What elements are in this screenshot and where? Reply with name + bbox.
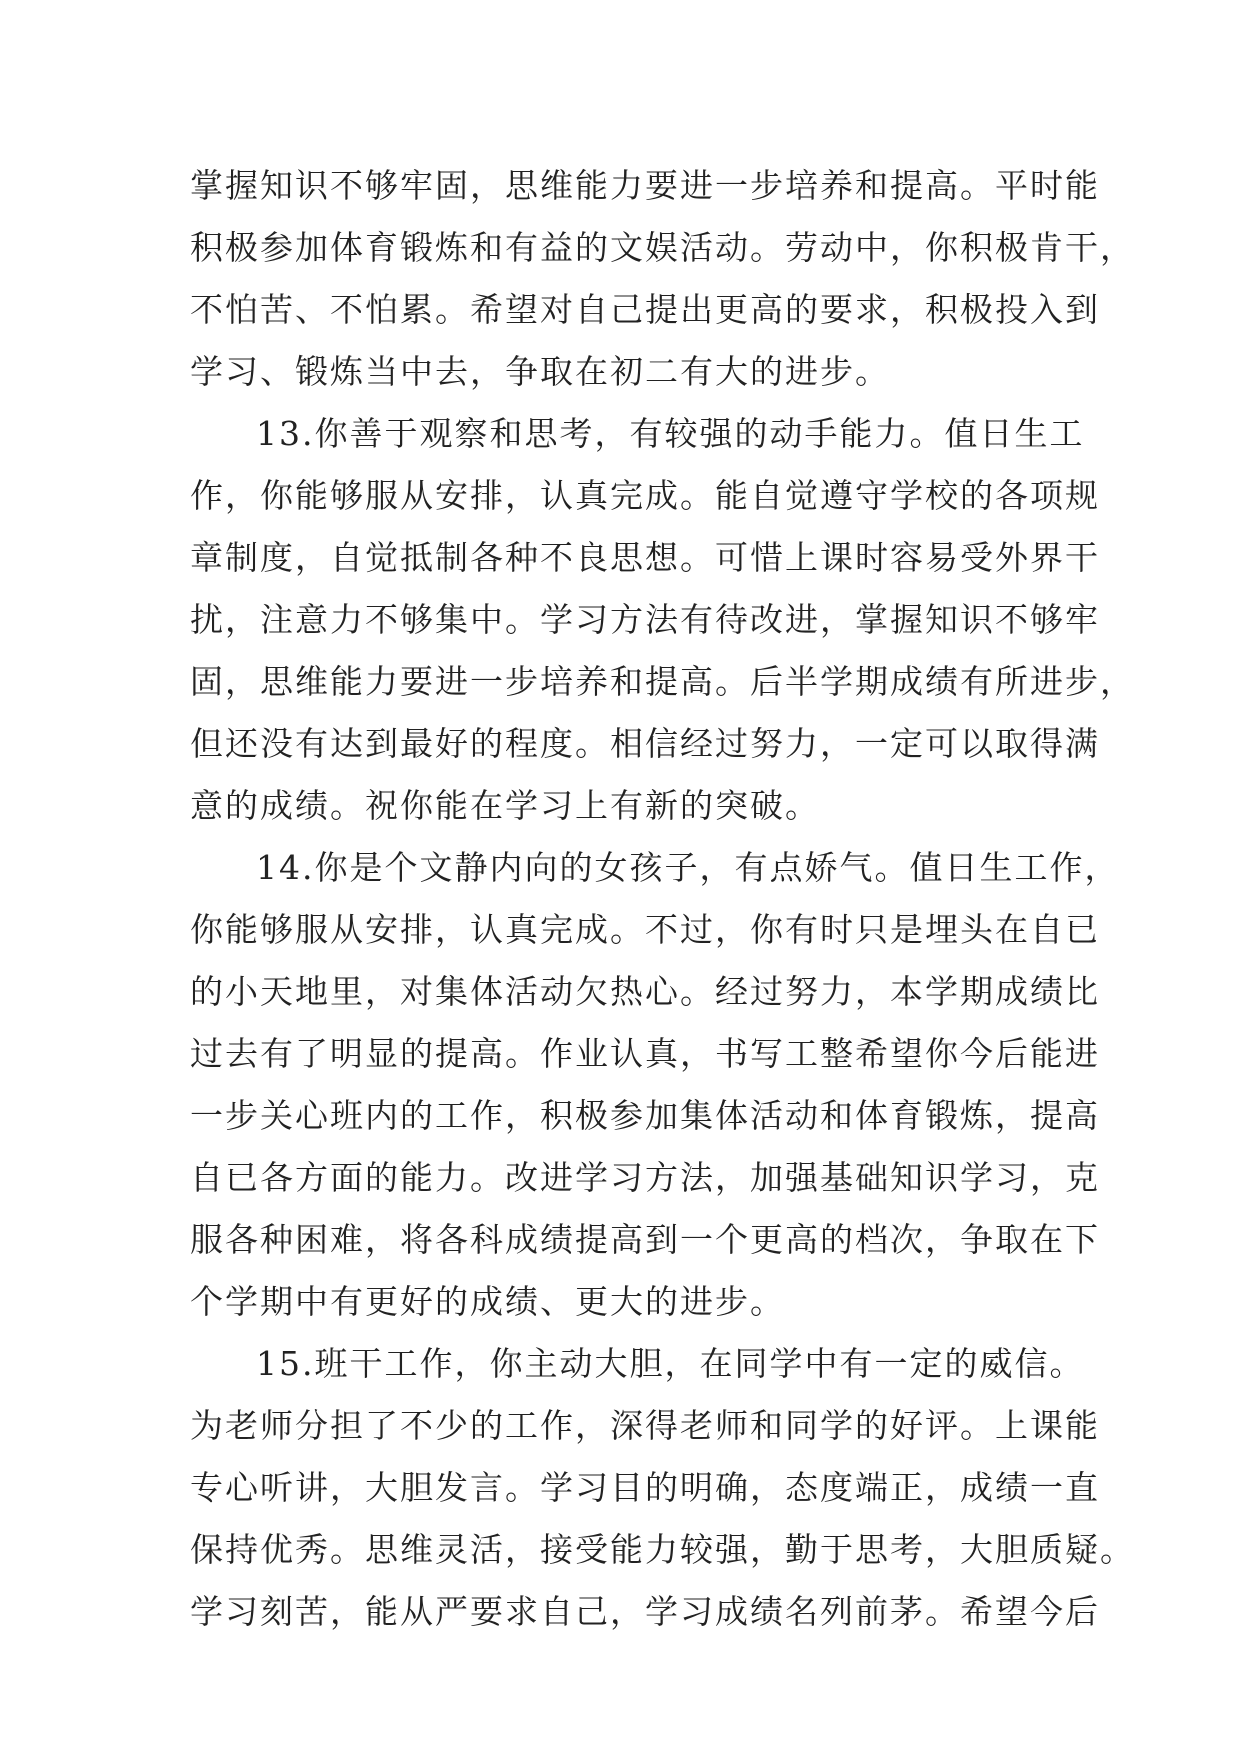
text-line: 但还没有达到最好的程度。相信经过努力，一定可以取得满 xyxy=(190,724,1100,763)
text-line: 积极参加体育锻炼和有益的文娱活动。劳动中，你积极肯干， xyxy=(190,228,1135,267)
text-line: 保持优秀。思维灵活，接受能力较强，勤于思考，大胆质疑。 xyxy=(190,1530,1135,1569)
paragraph-15-first-line: 15.班干工作，你主动大胆，在同学中有一定的威信。 xyxy=(256,1344,1085,1383)
text-line: 一步关心班内的工作，积极参加集体活动和体育锻炼，提高 xyxy=(190,1096,1100,1135)
text-line: 的小天地里，对集体活动欠热心。经过努力，本学期成绩比 xyxy=(190,972,1100,1011)
text-line: 作，你能够服从安排，认真完成。能自觉遵守学校的各项规 xyxy=(190,476,1100,515)
text-line: 意的成绩。祝你能在学习上有新的突破。 xyxy=(190,786,820,825)
paragraph-13-first-line: 13.你善于观察和思考，有较强的动手能力。值日生工 xyxy=(256,414,1085,453)
text-line: 个学期中有更好的成绩、更大的进步。 xyxy=(190,1282,785,1321)
text-line: 专心听讲，大胆发言。学习目的明确，态度端正，成绩一直 xyxy=(190,1468,1100,1507)
document-body xyxy=(190,155,1135,1643)
text-line: 扰，注意力不够集中。学习方法有待改进，掌握知识不够牢 xyxy=(190,600,1100,639)
text-line: 固，思维能力要进一步培养和提高。后半学期成绩有所进步， xyxy=(190,662,1135,701)
text-line: 学习刻苦，能从严要求自己，学习成绩名列前茅。希望今后 xyxy=(190,1592,1100,1631)
text-line: 不怕苦、不怕累。希望对自己提出更高的要求，积极投入到 xyxy=(190,290,1100,329)
text-line: 为老师分担了不少的工作，深得老师和同学的好评。上课能 xyxy=(190,1406,1100,1445)
paragraph-14-first-line: 14.你是个文静内向的女孩子，有点娇气。值日生工作， xyxy=(256,848,1120,887)
text-line: 自已各方面的能力。改进学习方法，加强基础知识学习，克 xyxy=(190,1158,1100,1197)
text-line: 过去有了明显的提高。作业认真，书写工整希望你今后能进 xyxy=(190,1034,1100,1073)
text-line: 掌握知识不够牢固，思维能力要进一步培养和提高。平时能 xyxy=(190,166,1100,205)
text-line: 章制度，自觉抵制各种不良思想。可惜上课时容易受外界干 xyxy=(190,538,1100,577)
text-line: 学习、锻炼当中去，争取在初二有大的进步。 xyxy=(190,352,890,391)
text-line: 你能够服从安排，认真完成。不过，你有时只是埋头在自已 xyxy=(190,910,1100,949)
text-line: 服各种困难，将各科成绩提高到一个更高的档次，争取在下 xyxy=(190,1220,1100,1259)
